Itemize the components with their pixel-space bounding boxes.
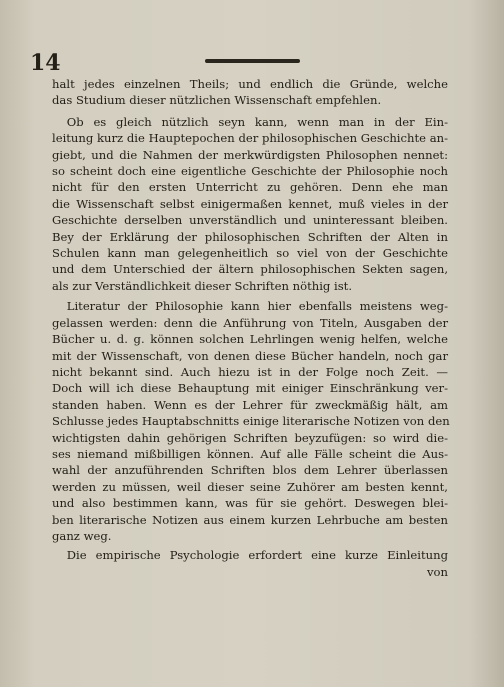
catchword: von <box>427 564 448 579</box>
text-line: und also bestimmen kann, was für sie gehört. Deswegen blei- <box>52 496 448 511</box>
text-line: halt jedes einzelnen Theils; und endlich die Gründe, welche <box>52 77 448 91</box>
text-line: werden zu müssen, weil dieser seine Zuhörer am besten kennt, <box>52 479 448 494</box>
paragraph-4 <box>52 547 448 580</box>
text-line: Literatur der Philosophie kann hier ebenfalls meistens weg- <box>66 299 448 314</box>
text-line: das Studium dieser nützlichen Wissenschaft empfehlen. <box>52 93 382 108</box>
text-line: Geschichte derselben unverständlich und uninteressant bleiben. <box>52 213 448 228</box>
text-line: mit der Wissenschaft, von denen diese Bücher handeln, noch gar <box>52 348 448 363</box>
text-line: als zur Verständlichkeit dieser Schriften nöthig ist. <box>52 278 353 293</box>
text-line: Bey der Erklärung der philosophischen Schriften der Alten in <box>52 229 448 244</box>
text-line: ganz weg. <box>52 528 112 543</box>
text-line: giebt, und die Nahmen der merkwürdigsten Philosophen nennet: <box>52 147 448 162</box>
text-line: ben literarische Notizen aus einem kurzen Lehrbuche am besten <box>52 512 448 527</box>
paragraph-1 <box>52 76 448 109</box>
text-line: leitung kurz die Hauptepochen der philosophischen Geschichte an- <box>52 131 448 146</box>
text-line: Schlusse jedes Hauptabschnitts einige literarische Notizen von den <box>52 414 450 429</box>
text-line: so scheint doch eine eigentliche Geschichte der Philosophie noch <box>52 164 448 179</box>
text-line: Bücher u. d. g. können solchen Lehrlingen wenig helfen, welche <box>52 332 448 347</box>
page-number: 14 <box>30 50 61 76</box>
text-line: gelassen werden: denn die Anführung von Titeln, Ausgaben der <box>52 315 448 330</box>
text-line: und dem Unterschied der ältern philosophischen Sekten sagen, <box>52 262 448 277</box>
text-line: Schulen kann man gelegenheitlich so viel von der Geschichte <box>52 246 448 261</box>
text-line: wichtigsten dahin gehörigen Schriften beyzufügen: so wird die- <box>52 430 448 445</box>
text-line: Die empirische Psychologie erfordert eine kurze Einleitung <box>66 548 448 563</box>
header-ornament-rule <box>205 59 300 63</box>
text-line: ses niemand mißbilligen können. Auf alle Fälle scheint die Aus- <box>52 446 448 461</box>
text-line: Ob es gleich nützlich seyn kann, wenn man in der Ein- <box>66 114 448 129</box>
text-line: nicht für den ersten Unterricht zu gehören. Denn ehe man <box>52 180 448 195</box>
paragraph-2 <box>52 114 448 294</box>
text-line: Doch will ich diese Behauptung mit einiger Einschränkung ver- <box>52 381 448 396</box>
text-line: standen haben. Wenn es der Lehrer für zweckmäßig hält, am <box>52 397 448 412</box>
paragraph-3 <box>52 298 448 544</box>
body-text <box>52 76 448 580</box>
text-line: nicht bekannt sind. Auch hiezu ist in der Folge noch Zeit. — <box>52 364 448 379</box>
text-line: die Wissenschaft selbst einigermaßen kennet, muß vieles in der <box>52 196 448 211</box>
text-line: wahl der anzuführenden Schriften blos dem Lehrer überlassen <box>52 463 448 478</box>
